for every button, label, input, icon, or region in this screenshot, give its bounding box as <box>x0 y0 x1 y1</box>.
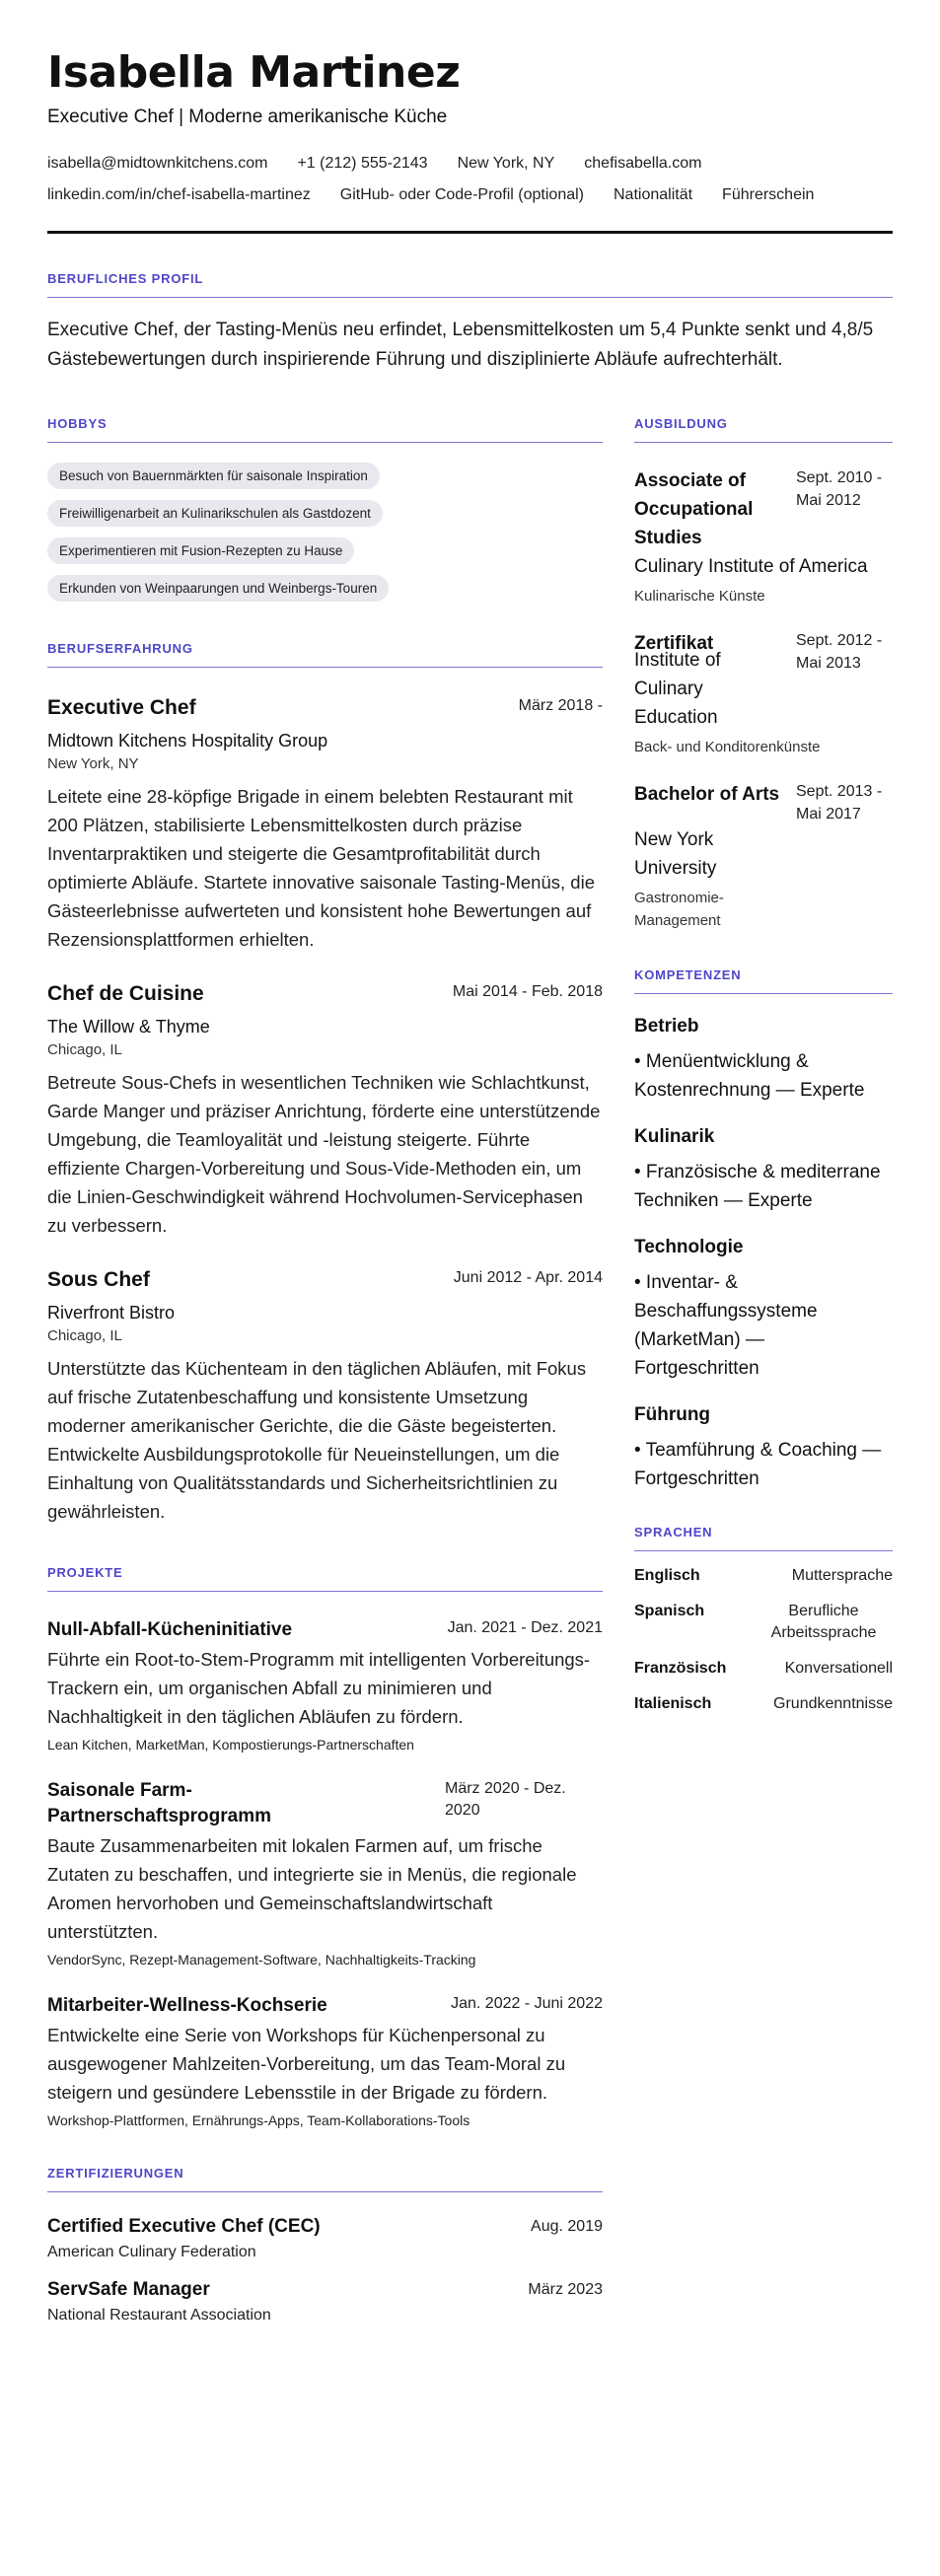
language-level: Grundkenntnisse <box>773 1695 893 1712</box>
education-degree: Bachelor of Arts <box>634 784 780 805</box>
job-company: Riverfront Bistro <box>47 1303 176 1323</box>
skill-item: • Menüentwicklung & Kostenrechnung — Experte <box>634 1051 865 1101</box>
project-title: Null-Abfall-Kücheninitiative <box>47 1619 293 1640</box>
contact-email[interactable]: isabella@midtownkitchens.com <box>47 155 268 172</box>
language-name: Französisch <box>634 1660 727 1677</box>
certification-title: ServSafe Manager <box>47 2279 210 2300</box>
header-divider <box>47 231 893 234</box>
languages-heading: SPRACHEN <box>634 1525 893 1551</box>
hobby-list <box>47 463 603 602</box>
experience-heading: BERUFSERFAHRUNG <box>47 641 603 668</box>
education-field: Kulinarische Künste <box>634 588 765 605</box>
language-name: Englisch <box>634 1567 700 1584</box>
job-description: Betreute Sous-Chefs in wesentlichen Techniken wie Schlachtkunst, Garde Manger und präziser Anrichtung, förderte eine unterstützende Umgebung, die Teamloyalität und -leistung steigerte. Führte effiziente Chargen-Vorbereitung und Sous-Vide-Methoden ein, um die Linien-Geschwindigkeit während Hochvolumen-Servicephasen zu verbessern. <box>47 1072 601 1236</box>
project-tools: Lean Kitchen, MarketMan, Kompostierungs-Partnerschaften <box>47 1737 414 1753</box>
projects-heading: PROJEKTE <box>47 1565 603 1592</box>
job-location: Chicago, IL <box>47 1327 122 1344</box>
education-school: New York University <box>634 829 717 879</box>
headline: Executive Chef | Moderne amerikanische Küche <box>47 107 448 127</box>
profile-heading: BERUFLICHES PROFIL <box>47 271 893 298</box>
profile-section <box>47 271 893 375</box>
hobby-chip: Erkunden von Weinpaarungen und Weinbergs-Touren <box>47 575 389 602</box>
education-degree: Zertifikat <box>634 633 714 654</box>
contact-nationality: Nationalität <box>614 186 693 203</box>
two-column-layout <box>47 416 893 2325</box>
skill-category: Kulinarik <box>634 1126 715 1147</box>
profile-text: Executive Chef, der Tasting-Menüs neu erfindet, Lebensmittelkosten um 5,4 Punkte senkt und 4,8/5 Gästebewertungen durch inspirierende Führung und disziplinierte Abläufe aufrechterhält. <box>47 320 874 370</box>
skill-category: Technologie <box>634 1237 744 1257</box>
language-row <box>634 1693 893 1715</box>
education-entry <box>634 629 893 758</box>
language-level: Berufliche Arbeitssprache <box>770 1603 877 1641</box>
skills-heading: KOMPETENZEN <box>634 967 893 994</box>
hobby-chip: Experimentieren mit Fusion-Rezepten zu Hause <box>47 537 354 564</box>
project-description: Entwickelte eine Serie von Workshops für Küchenpersonal zu ausgewogener Mahlzeiten-Vorbereitung, um das Team-Moral zu steigern und gesündere Lebensstile in der Brigade zu fördern. <box>47 2025 566 2103</box>
job-location: Chicago, IL <box>47 1041 122 1058</box>
candidate-name: Isabella Martinez <box>47 47 461 98</box>
skill-item: • Französische & mediterrane Techniken — Experte <box>634 1162 881 1211</box>
contact-phone[interactable]: +1 (212) 555-2143 <box>297 155 428 172</box>
education-school: Culinary Institute of America <box>634 556 868 577</box>
certification-org: American Culinary Federation <box>47 2244 256 2260</box>
job-entry <box>47 695 603 954</box>
skill-category: Betrieb <box>634 1016 699 1037</box>
contact-info <box>47 152 836 207</box>
job-entry <box>47 981 603 1240</box>
languages-section <box>634 1525 893 1715</box>
skill-item: • Teamführung & Coaching — Fortgeschritten <box>634 1440 882 1489</box>
left-column <box>47 416 603 2325</box>
project-entry <box>47 1778 603 1968</box>
job-entry <box>47 1267 603 1526</box>
skill-item: • Inventar- & Beschaffungssysteme (MarketMan) — Fortgeschritten <box>634 1272 818 1379</box>
project-tools: Workshop-Plattformen, Ernährungs-Apps, Team-Kollaborations-Tools <box>47 2112 470 2128</box>
hobby-chip: Besuch von Bauernmärkten für saisonale Inspiration <box>47 463 380 489</box>
project-date: Jan. 2022 - Juni 2022 <box>451 1995 603 2012</box>
job-location: New York, NY <box>47 755 139 772</box>
job-date: Juni 2012 - Apr. 2014 <box>453 1269 603 1286</box>
project-date: März 2020 - Dez. 2020 <box>445 1780 566 1819</box>
education-entry <box>634 466 893 608</box>
certification-entry <box>47 2279 603 2325</box>
certifications-heading: ZERTIFIZIERUNGEN <box>47 2166 603 2192</box>
contact-github[interactable]: GitHub- oder Code-Profil (optional) <box>339 186 584 203</box>
language-row <box>634 1565 893 1587</box>
education-school: Institute of Culinary Education <box>634 650 721 728</box>
job-description: Unterstützte das Küchenteam in den täglichen Abläufen, mit Fokus auf frische Zutatenbeschaffung und konsistente Umsetzung moderner amerikanischer Gerichte, die die Gäste begeisterten. Entwickelte Ausbildungsprotokolle für Neueinstellungen, um die Einhaltung von Qualitätsstandards und Sicherheitsrichtlinien zu gewährleisten. <box>47 1358 587 1522</box>
job-company: Midtown Kitchens Hospitality Group <box>47 731 328 751</box>
language-name: Spanisch <box>634 1603 705 1619</box>
experience-section <box>47 641 603 1526</box>
project-tools: VendorSync, Rezept-Management-Software, Nachhaltigkeits-Tracking <box>47 1952 476 1968</box>
education-date: Sept. 2013 - Mai 2017 <box>796 783 883 823</box>
education-section <box>634 416 893 932</box>
education-heading: AUSBILDUNG <box>634 416 893 443</box>
job-description: Leitete eine 28-köpfige Brigade in einem belebten Restaurant mit 200 Plätzen, stabilisierte Lebensmittelkosten durch präzise Inventarpraktiken und steigerte die Gesamtprofitabilität durch optimierte Abläufe. Startete innovative saisonale Tasting-Menüs, die Gästeerlebnisse aufwerteten und konsistent hohe Bewertungen auf Rezensionsplattformen erhielten. <box>47 786 595 950</box>
job-date: Mai 2014 - Feb. 2018 <box>452 983 603 1000</box>
projects-section <box>47 1565 603 2128</box>
skill-category: Führung <box>634 1404 711 1425</box>
project-description: Führte ein Root-to-Stem-Programm mit intelligenten Vorbereitungs-Trackern ein, um organischen Abfall zu minimieren und Nachhaltigkeit in den täglichen Abläufen zu fördern. <box>47 1649 591 1727</box>
education-entry <box>634 780 893 932</box>
job-title: Executive Chef <box>47 696 196 719</box>
language-row <box>634 1601 893 1644</box>
job-date: März 2018 - <box>518 697 603 714</box>
project-entry <box>47 1993 603 2128</box>
language-row <box>634 1658 893 1680</box>
hobbies-heading: HOBBYS <box>47 416 603 443</box>
certification-org: National Restaurant Association <box>47 2307 271 2324</box>
skills-section <box>634 967 893 1493</box>
certification-date: Aug. 2019 <box>531 2218 603 2235</box>
job-company: The Willow & Thyme <box>47 1017 210 1037</box>
certification-date: März 2023 <box>528 2281 603 2298</box>
certifications-section <box>47 2166 603 2325</box>
certification-title: Certified Executive Chef (CEC) <box>47 2216 321 2237</box>
contact-license: Führerschein <box>722 186 815 203</box>
language-level: Muttersprache <box>791 1567 893 1584</box>
job-title: Sous Chef <box>47 1268 150 1291</box>
project-description: Baute Zusammenarbeiten mit lokalen Farmen auf, um frische Zutaten zu beschaffen, und integrierte sie in Menüs, die regionale Aromen hervorhoben und Gemeinschaftslandwirtschaft unterstützten. <box>47 1835 577 1942</box>
contact-linkedin[interactable]: linkedin.com/in/chef-isabella-martinez <box>47 186 311 203</box>
project-date: Jan. 2021 - Dez. 2021 <box>447 1619 603 1636</box>
education-field: Back- und Konditorenkünste <box>634 739 821 755</box>
contact-location: New York, NY <box>457 155 555 172</box>
project-title: Saisonale Farm-Partnerschaftsprogramm <box>47 1780 272 1826</box>
hobbies-section <box>47 416 603 602</box>
language-name: Italienisch <box>634 1695 712 1712</box>
education-field: Gastronomie-Management <box>634 890 724 929</box>
education-degree: Associate of Occupational Studies <box>634 470 754 548</box>
project-title: Mitarbeiter-Wellness-Kochserie <box>47 1995 327 2016</box>
education-date: Sept. 2010 - Mai 2012 <box>796 469 883 509</box>
project-entry <box>47 1617 603 1753</box>
hobby-chip: Freiwilligenarbeit an Kulinarikschulen als Gastdozent <box>47 500 383 527</box>
job-title: Chef de Cuisine <box>47 982 204 1005</box>
education-date: Sept. 2012 - Mai 2013 <box>796 632 883 672</box>
certification-entry <box>47 2216 603 2261</box>
right-column <box>634 416 893 2325</box>
contact-website[interactable]: chefisabella.com <box>584 155 702 172</box>
language-level: Konversationell <box>784 1660 893 1677</box>
resume-header <box>47 47 893 234</box>
